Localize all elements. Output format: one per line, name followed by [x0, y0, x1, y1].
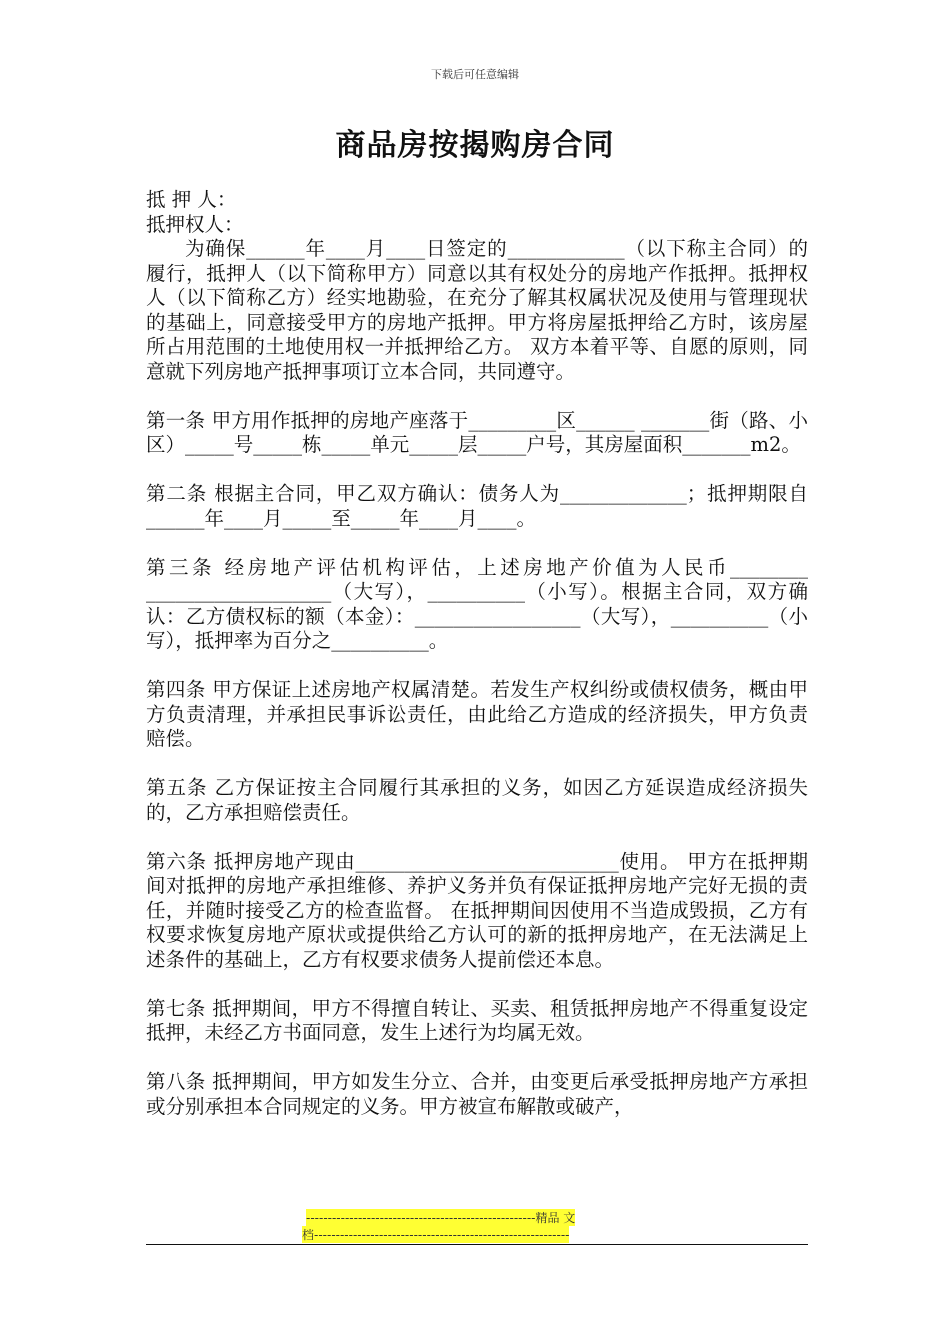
article-5: 第五条 乙方保证按主合同履行其承担的义务，如因乙方延误造成经济损失的，乙方承担赔偿责任。 — [146, 776, 808, 824]
article-4: 第四条 甲方保证上述房地产权属清楚。若发生产权纠纷或债权债务，概由甲方负责清理，并承担民事诉讼责任，由此给乙方造成的经济损失，甲方负责赔偿。 — [146, 678, 808, 750]
contract-body — [146, 188, 808, 1119]
footer-line-1: -----------------------------------------------------精品 文 — [306, 1211, 576, 1225]
article-2: 第二条 根据主合同，甲乙双方确认：债务人为_____________；抵押期限自______年____月_____至_____年____月____。 — [146, 482, 808, 530]
footer-line-2: 档----------------------------------------------------------- — [302, 1228, 570, 1242]
article-6: 第六条 抵押房地产现由___________________________使用。 甲方在抵押期间对抵押的房地产承担维修、养护义务并负有保证抵押房地产完好无损的责任，并随时接受乙方的检查监督。 在抵押期间因使用不当造成毁损，乙方有权要求恢复房地产原状或提供给乙方认可的新的抵押房地产，在无法满足上述条件的基础上，乙方有权要求债务人提前偿还本息。 — [146, 849, 808, 971]
mortgagor-line: 抵 押 人： — [146, 188, 237, 211]
article-7: 第七条 抵押期间，甲方不得擅自转让、买卖、租赁抵押房地产不得重复设定抵押，未经乙方书面同意，发生上述行为均属无效。 — [146, 996, 808, 1044]
document-title: 商品房按揭购房合同 — [335, 128, 615, 163]
footer-watermark — [146, 1209, 808, 1243]
article-8: 第八条 抵押期间，甲方如发生分立、合并，由变更后承受抵押房地产方承担或分别承担本合同规定的义务。甲方被宣布解散或破产， — [146, 1070, 808, 1118]
article-1: 第一条 甲方用作抵押的房地产座落于_________区______ _______街（路、小区）_____号_____栋_____单元_____层_____户号，其房屋面积_______m2。 — [146, 408, 808, 456]
article-3: 第三条 经房地产评估机构评估，上述房地产价值为人民币________ ___________________（大写），__________（小写）。根据主合同，双方确认：乙方债权标的额（本金）：_________________（大写），__________（小写），抵押率为百分之__________。 — [146, 555, 808, 652]
preamble-paragraph: 为确保______年____月____日签定的____________（以下称主合同）的履行，抵押人（以下简称甲方）同意以其有权处分的房地产作抵押。抵押权人（以下简称乙方）经实地勘验，在充分了解其权属状况及使用与管理现状的基础上，同意接受甲方的房地产抵押。甲方将房屋抵押给乙方时，该房屋所占用范围的土地使用权一并抵押给乙方。 双方本着平等、自愿的原则，同意就下列房地产抵押事项订立本合同，共同遵守。 — [146, 237, 808, 383]
mortgagee-line: 抵押权人： — [146, 212, 244, 236]
header-note: 下载后可任意编辑 — [431, 68, 519, 81]
footer-rule — [146, 1244, 808, 1245]
